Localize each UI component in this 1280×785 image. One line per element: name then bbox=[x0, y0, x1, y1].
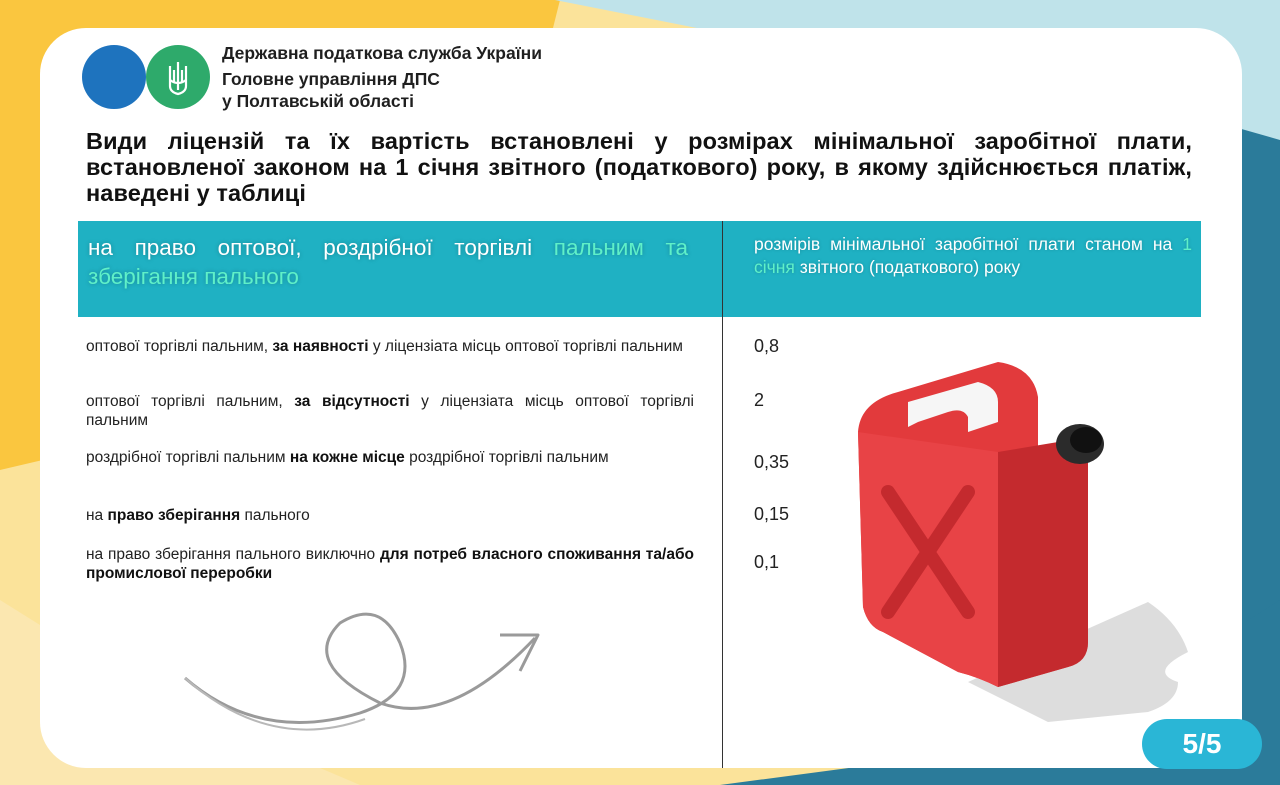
organization-name bbox=[222, 42, 542, 112]
license-value: 0,8 bbox=[754, 336, 780, 356]
license-value: 0,1 bbox=[754, 552, 780, 572]
org-line-1: Державна податкова служба України bbox=[222, 43, 542, 63]
org-line-2: Головне управління ДПС bbox=[222, 69, 440, 89]
header-left-main: на право оптової, роздрібної торгівлі bbox=[88, 235, 554, 260]
page-indicator: 5/5 bbox=[1142, 719, 1262, 769]
header-left-highlight: пальним та зберігання пального bbox=[88, 235, 689, 289]
header-right-text bbox=[754, 233, 1192, 279]
header-left-text bbox=[88, 233, 688, 291]
license-value: 0,35 bbox=[754, 452, 790, 472]
swirl-arrow-decoration bbox=[180, 593, 550, 743]
header-right-highlight: 1 січня bbox=[754, 234, 1192, 277]
header-right-part1: розмірів мінімальної заробітної плати станом на bbox=[754, 234, 1183, 254]
org-line-3: у Полтавській області bbox=[222, 91, 414, 111]
license-row: оптової торгівлі пальним, за наявності у ліцензіата місць оптової торгівлі пальним bbox=[86, 338, 683, 355]
column-divider bbox=[722, 221, 723, 768]
header-right-part2: звітного (податкового) року bbox=[794, 257, 1021, 277]
license-value: 2 bbox=[754, 390, 765, 410]
license-row: на право зберігання пального bbox=[86, 507, 310, 524]
dps-logo bbox=[82, 44, 212, 110]
page-title: Види ліцензій та їх вартість встановлені у розмірах мінімальної заробітної плати, встановленої законом на 1 січня звітного (податкового) року, в якому здійснюється платіж, наведені у таблиці bbox=[86, 128, 1192, 206]
license-row: оптової торгівлі пальним, за відсутності у ліцензіата місць оптової торгівлі пальним bbox=[86, 393, 694, 429]
license-row: роздрібної торгівлі пальним на кожне місце роздрібної торгівлі пальним bbox=[86, 449, 609, 466]
table-header bbox=[78, 221, 1201, 317]
license-value: 0,15 bbox=[754, 504, 790, 524]
fuel-canister-illustration bbox=[848, 342, 1198, 732]
content-card bbox=[40, 28, 1242, 768]
license-row: на право зберігання пального виключно для потреб власного споживання та/або промислової переробки bbox=[86, 546, 694, 582]
